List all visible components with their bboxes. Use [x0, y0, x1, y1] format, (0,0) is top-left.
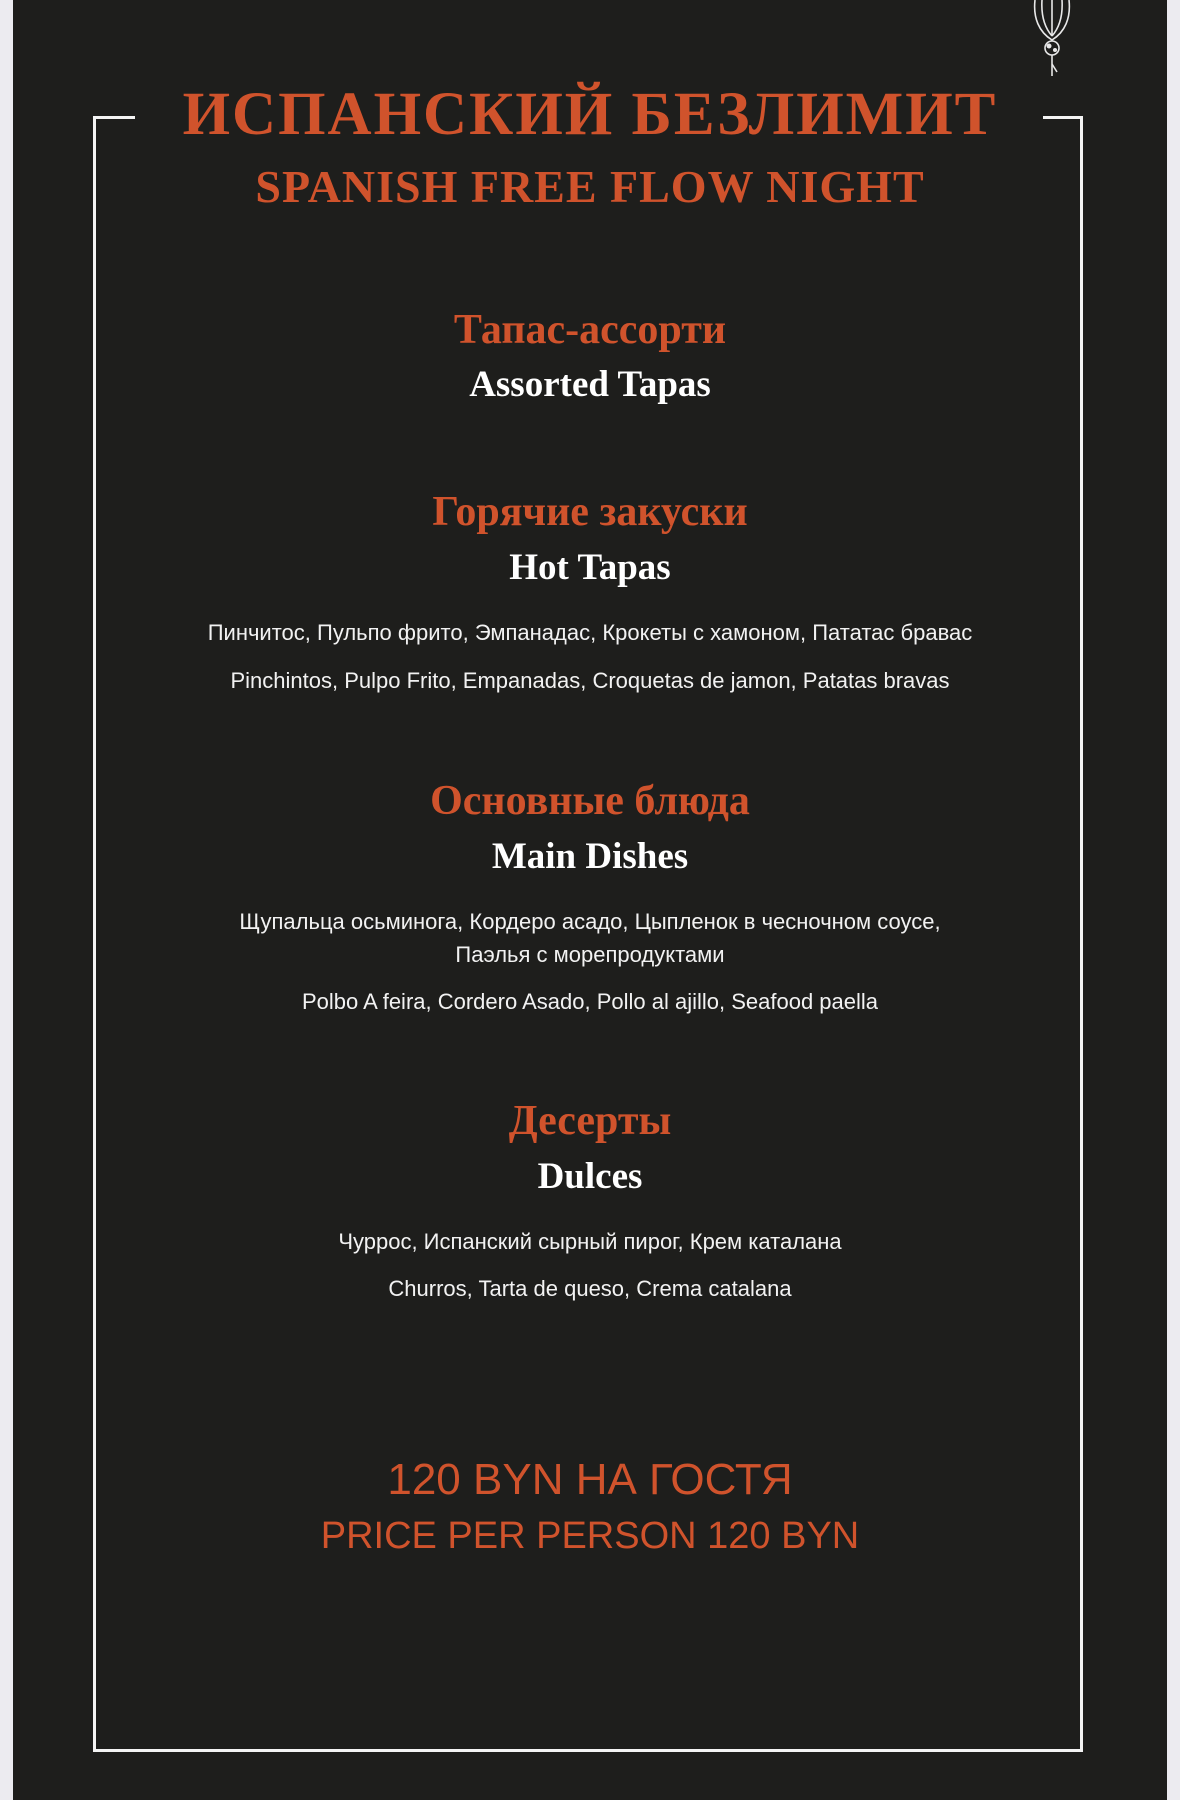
cacao-pod-icon — [1025, 0, 1079, 88]
hot-tapas-items-en: Pinchintos, Pulpo Frito, Empanadas, Croquetas de jamon, Patatas bravas — [230, 668, 950, 693]
section-title-hot-tapas-ru: Горячие закуски — [432, 489, 748, 535]
section-title-main-dishes-en: Main Dishes — [491, 836, 689, 877]
desserts-items-en: Churros, Tarta de queso, Crema catalana — [388, 1276, 792, 1301]
section-title-desserts-ru: Десерты — [508, 1098, 672, 1144]
price-en: PRICE PER PERSON 120 BYN — [320, 1515, 860, 1557]
main-dishes-items-ru-line1: Щупальца осьминога, Кордеро асадо, Цыпленок в чесночном соусе, — [239, 909, 941, 934]
section-title-hot-tapas-en: Hot Tapas — [509, 547, 671, 588]
section-title-assorted-tapas-en: Assorted Tapas — [469, 364, 711, 405]
desserts-items-ru: Чуррос, Испанский сырный пирог, Крем каталана — [338, 1229, 842, 1254]
main-dishes-items-en: Polbo A feira, Cordero Asado, Pollo al ajillo, Seafood paella — [301, 989, 879, 1014]
section-title-desserts-en: Dulces — [537, 1156, 643, 1197]
main-dishes-items-ru-line2: Паэлья с морепродуктами — [455, 942, 725, 967]
section-title-main-dishes-ru: Основные блюда — [430, 778, 750, 824]
section-title-assorted-tapas-ru: Тапас-ассорти — [453, 307, 727, 353]
menu-page — [13, 0, 1167, 1800]
menu-title-en: SPANISH FREE FLOW NIGHT — [255, 161, 925, 212]
hot-tapas-items-ru: Пинчитос, Пульпо фрито, Эмпанадас, Крокеты с хамоном, Пататас бравас — [207, 620, 973, 645]
menu-title-ru: ИСПАНСКИЙ БЕЗЛИМИТ — [182, 81, 998, 148]
price-ru: 120 BYN НА ГОСТЯ — [387, 1455, 793, 1504]
